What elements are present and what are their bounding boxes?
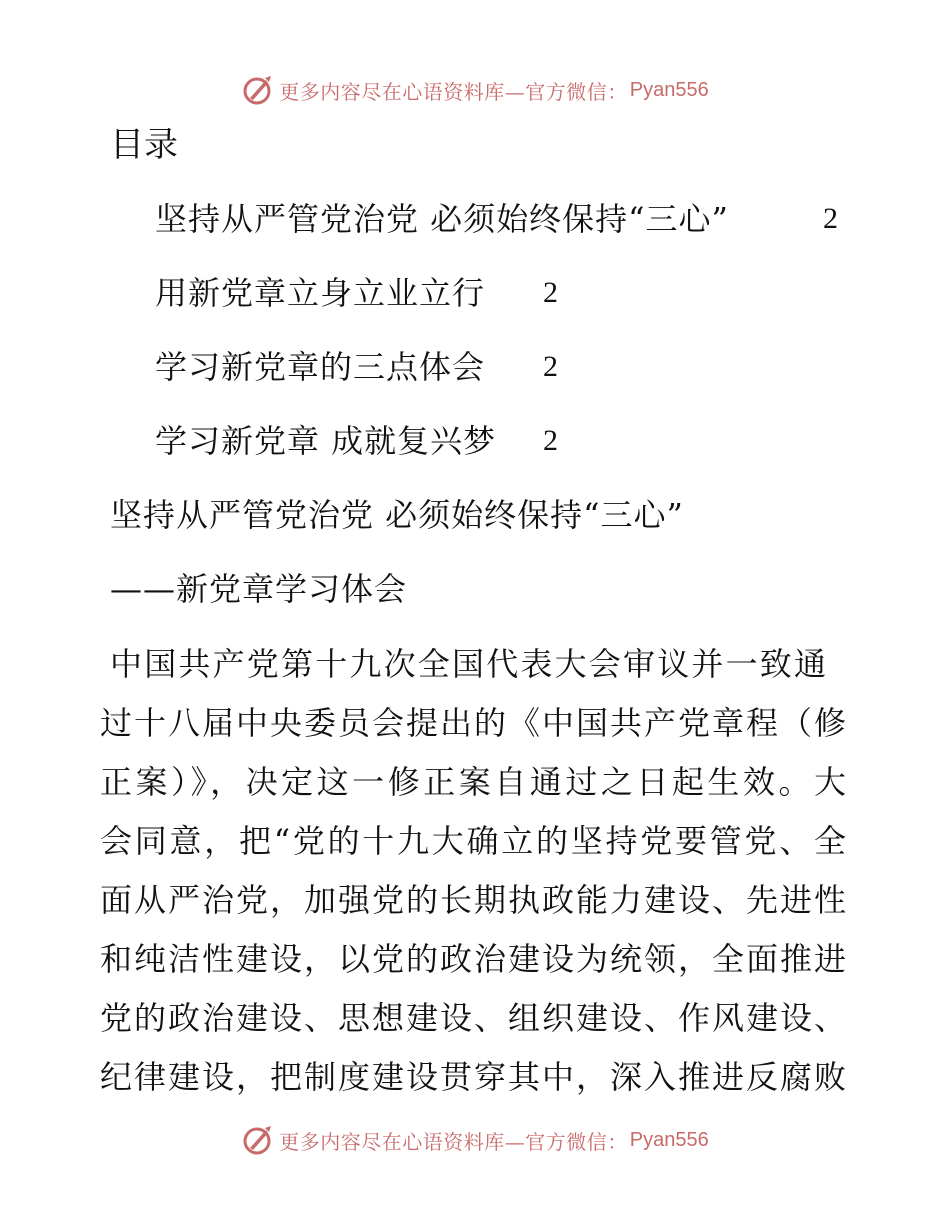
toc-heading: 目录: [110, 125, 178, 165]
paragraph-line: 和纯洁性建设，以党的政治建设为统领，全面推进: [100, 940, 846, 978]
footer-banner: [0, 1120, 950, 1160]
paragraph-line: 面从严治党，加强党的长期执政能力建设、先进性: [100, 881, 846, 919]
paragraph-line: 正案）》，决定这一修正案自通过之日起生效。大: [100, 763, 846, 801]
quill-pen-logo-icon: [241, 1124, 273, 1156]
toc-item[interactable]: [155, 272, 558, 314]
toc-item-label: 坚持从严管党治党 必须始终保持“三心”: [155, 200, 729, 238]
banner-text: 更多内容尽在心语资料库—官方微信：: [279, 79, 628, 104]
paragraph-line: 中国共产党第十九次全国代表大会审议并一致通: [110, 645, 826, 683]
toc-item[interactable]: [155, 420, 558, 462]
toc-item-label: 学习新党章的三点体会: [155, 348, 486, 386]
toc-item-page: 2: [543, 350, 558, 383]
article-title: 坚持从严管党治党 必须始终保持“三心”: [110, 496, 684, 534]
toc-item-page: 2: [543, 424, 558, 457]
article-subtitle: ——新党章学习体会: [110, 570, 408, 608]
toc-item-label: 用新党章立身立业立行: [155, 274, 486, 312]
toc-item[interactable]: [155, 198, 838, 240]
paragraph-line: 纪律建设，把制度建设贯穿其中，深入推进反腐败: [100, 1058, 846, 1096]
toc-item-page: 2: [543, 276, 558, 309]
banner-text: 更多内容尽在心语资料库—官方微信：: [279, 1129, 628, 1154]
header-banner: [0, 70, 950, 110]
toc-item[interactable]: [155, 346, 558, 388]
paragraph-line: 过十八届中央委员会提出的《中国共产党章程（修: [100, 704, 846, 742]
paragraph-line: 党的政治建设、思想建设、组织建设、作风建设、: [100, 999, 846, 1037]
toc-item-page: 2: [823, 202, 838, 235]
toc-item-label: 学习新党章 成就复兴梦: [155, 422, 497, 460]
paragraph-line: 会同意，把“党的十九大确立的坚持党要管党、全: [100, 822, 846, 860]
banner-wechat-id: Pyan556: [629, 78, 709, 101]
quill-pen-logo-icon: [241, 74, 273, 106]
banner-wechat-id: Pyan556: [629, 1128, 709, 1151]
